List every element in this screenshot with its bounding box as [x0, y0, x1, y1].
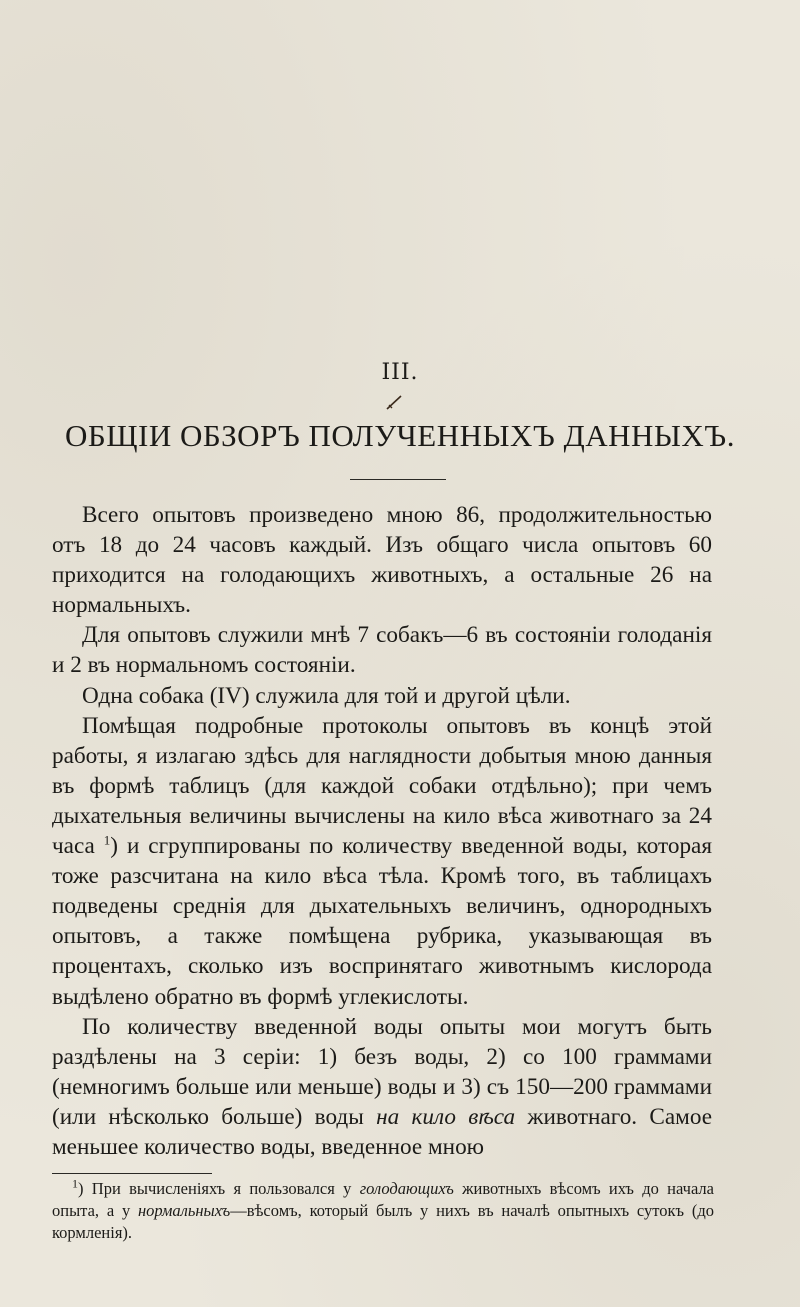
paragraph-5-emphasis: на кило вѣса: [376, 1103, 516, 1130]
section-number: III.: [381, 360, 419, 385]
footnote-text-c: —вѣсомъ, который былъ у нихъ въ началѣ опытныхъ сутокъ (до кормленія).: [52, 1201, 714, 1242]
paragraph-4-text-b: ) и сгруппированы по количеству введенной воды, которая тоже разсчитана на кило вѣса тѣла. Кромѣ того, въ таблицахъ подведены среднія для дыхательныхъ величинъ, однородныхъ опытовъ, а также помѣщена рубрика, указывающая въ процентахъ, сколько изъ воспринятаго животнымъ кислорода выдѣлено обратно въ формѣ углекислоты.: [52, 833, 713, 1010]
paragraph-1: Всего опытовъ произведено мною 86, продолжительностью отъ 18 до 24 часовъ каждый. Изъ общаго числа опытовъ 60 приходится на голодающихъ животныхъ, а остальные 26 на нормальныхъ.: [52, 502, 712, 619]
body-text: [52, 500, 712, 1162]
paragraph-2: Для опытовъ служили мнѣ 7 собакъ—6 въ состояніи голоданія и 2 въ нормальномъ состояніи.: [52, 622, 712, 679]
chapter-heading: ОБЩІИ ОБЗОРЪ ПОЛУЧЕННЫХЪ ДАННЫХЪ.: [65, 418, 735, 453]
footnote-marker: 1: [72, 1176, 78, 1191]
footnote: [52, 1178, 714, 1244]
paragraph-4: [52, 711, 712, 1012]
paragraph-5-text-b: животнаго. Самое меньшее количество воды, введенное мною: [52, 1103, 713, 1160]
footnote-divider: [52, 1173, 212, 1174]
footnote-reference: 1: [103, 832, 111, 848]
paragraph-4-text-a: Помѣщая подробные протоколы опытовъ въ концѣ этой работы, я излагаю здѣсь для наглядности добытыя мною данныя въ формѣ таблицъ (для каждой собаки отдѣльно); при чемъ дыхательныя величины вычислены на кило вѣса животнаго за 24 часа: [52, 712, 712, 860]
footnote-text-b: животныхъ вѣсомъ ихъ до начала опыта, а у: [52, 1179, 714, 1220]
heading-divider: [350, 479, 446, 480]
paragraph-3: Одна собака (IV) служила для той и другой цѣли.: [82, 682, 571, 709]
footnote-emphasis-b: нормальныхъ: [138, 1201, 231, 1220]
paragraph-5: [52, 1012, 712, 1162]
pencil-mark-icon: [384, 392, 404, 412]
paragraph-5-text-a: По количеству введенной воды опыты мои могутъ быть раздѣлены на 3 серіи: 1) безъ воды, 2) со 100 граммами (немногимъ больше или меньше) воды и 3) съ 150—200 граммами (или нѣсколько больше) воды: [52, 1013, 712, 1130]
footnote-emphasis-a: голодающихъ: [359, 1179, 454, 1198]
footnote-text-a: ) При вычисленіяхъ я пользовался у: [78, 1179, 360, 1198]
